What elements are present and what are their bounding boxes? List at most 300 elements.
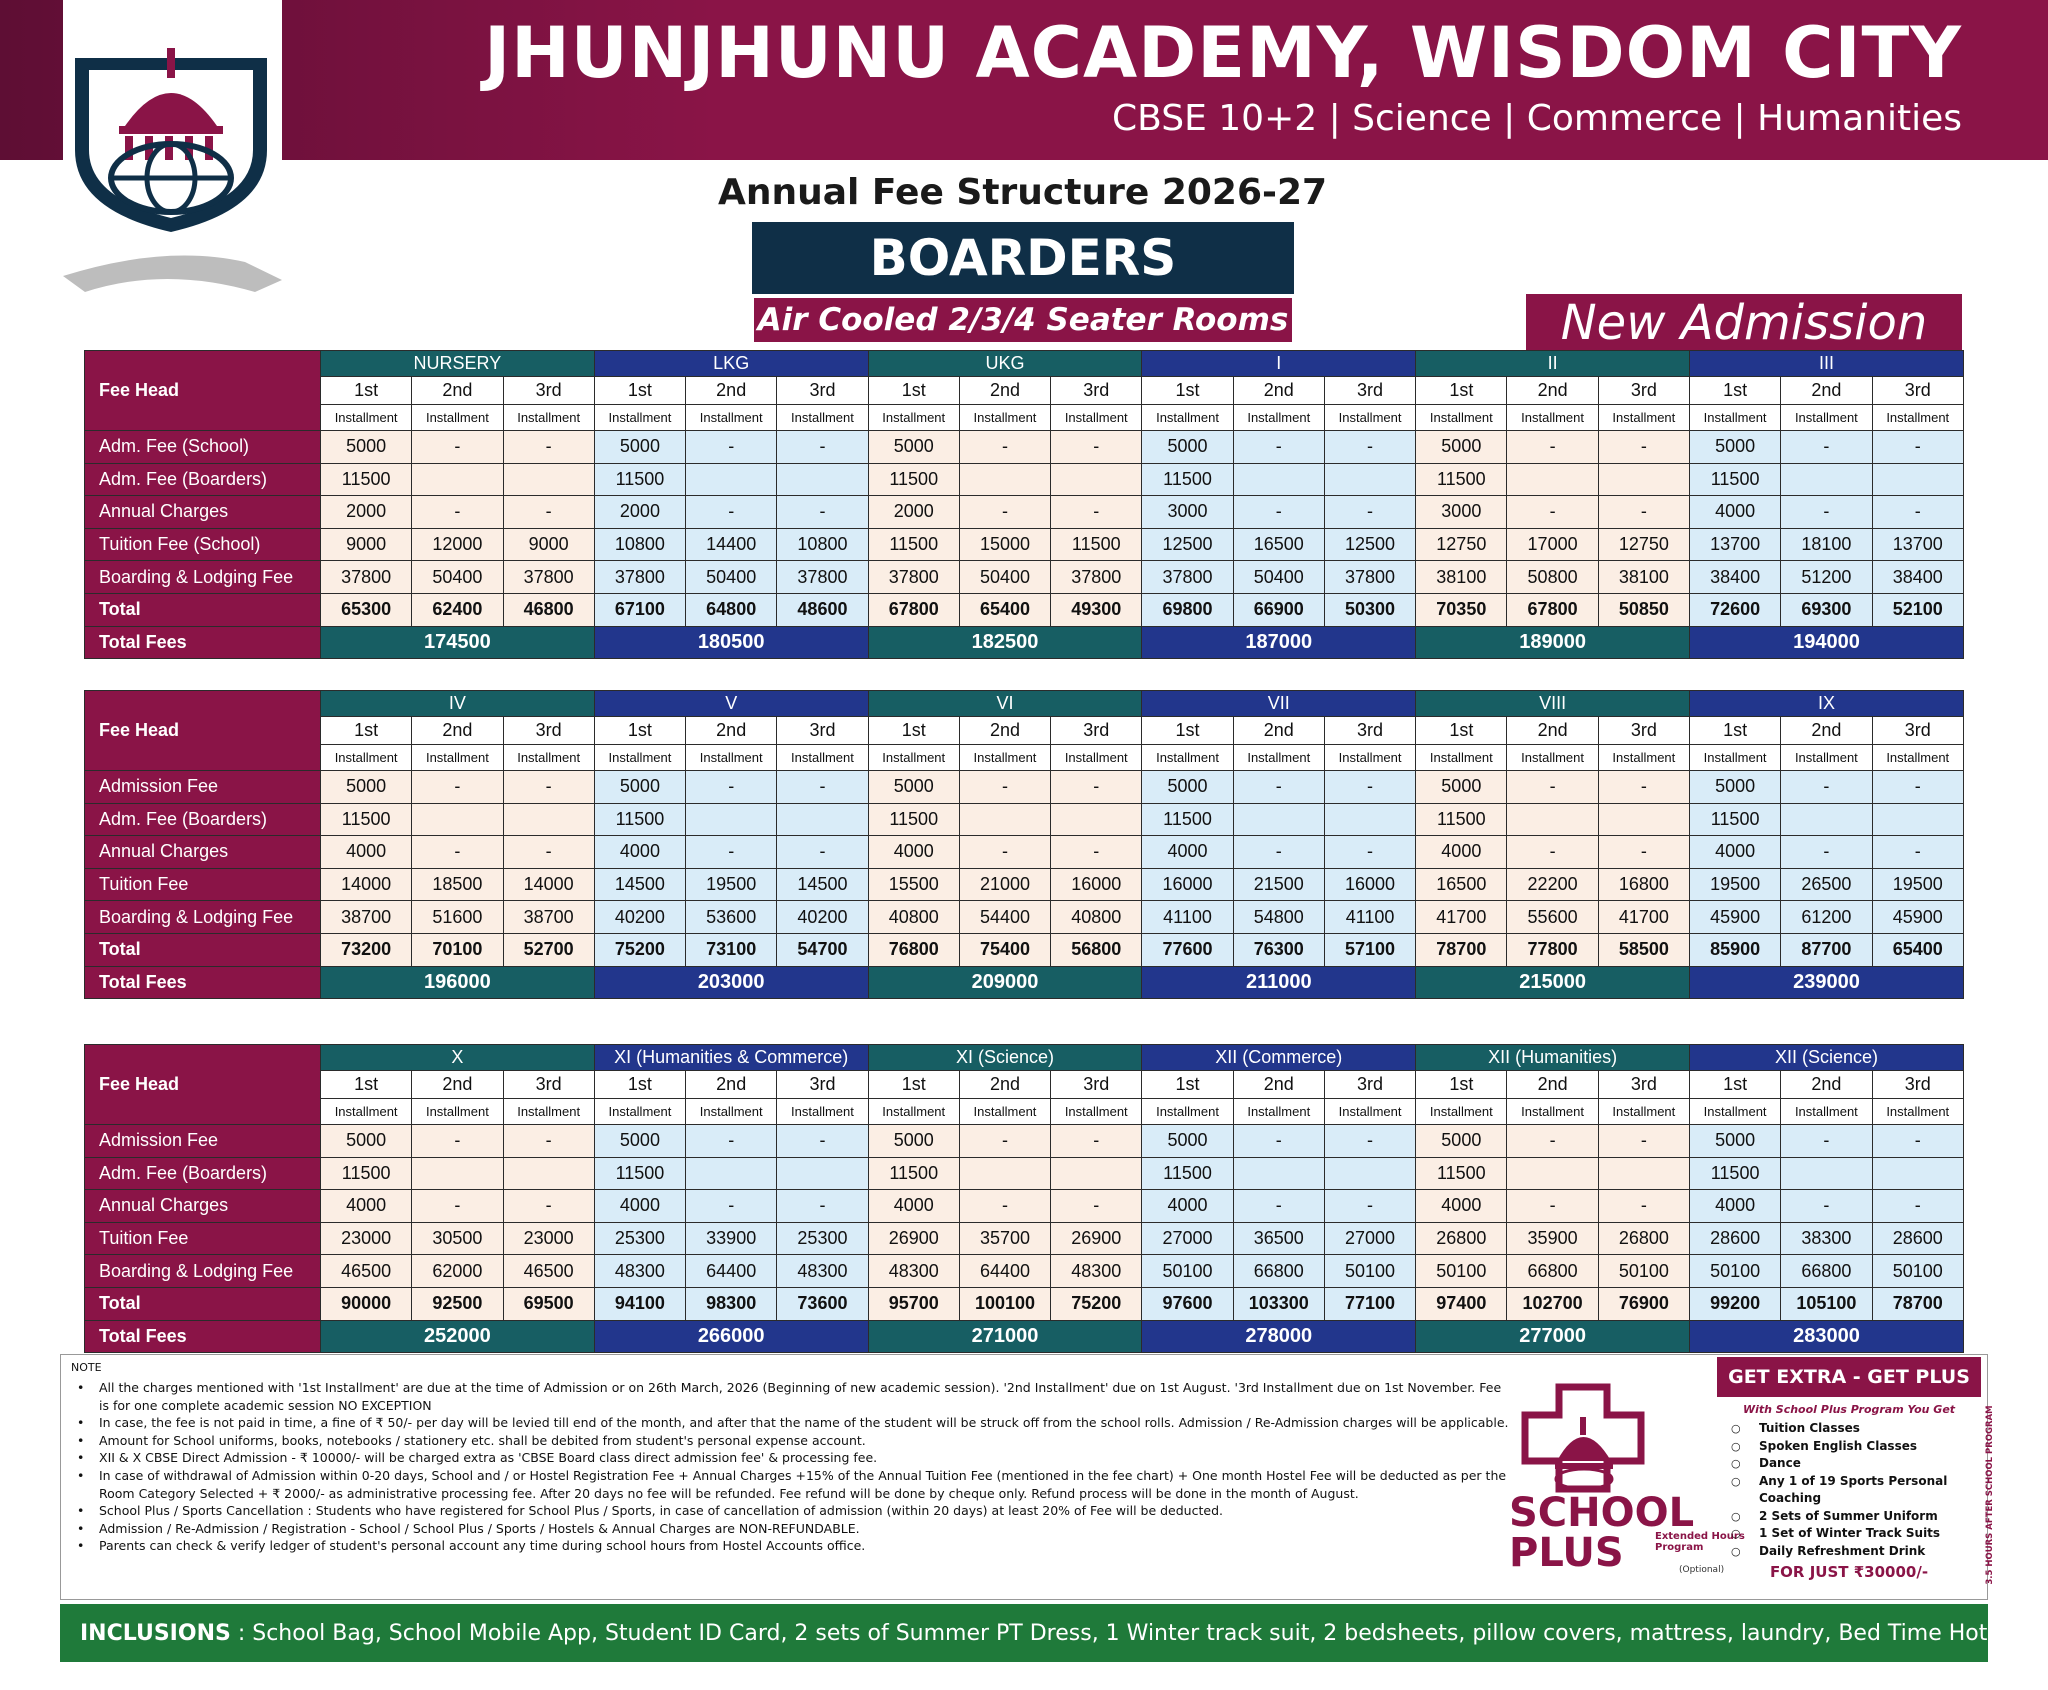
fee-cell: 11500 [868, 528, 959, 561]
fee-cell: - [959, 1190, 1050, 1223]
fee-cell: - [1781, 771, 1872, 804]
fee-cell: - [1872, 431, 1963, 464]
fee-cell: - [1051, 496, 1142, 529]
class-header: III [1689, 351, 1963, 377]
fee-cell: 70350 [1416, 593, 1507, 626]
fee-cell: 37800 [1142, 561, 1233, 594]
fee-cell: 87700 [1781, 933, 1872, 966]
fee-cell: 15000 [959, 528, 1050, 561]
fee-cell: 23000 [503, 1222, 594, 1255]
installment-label: Installment [1051, 405, 1142, 431]
fee-cell: 5000 [594, 1125, 685, 1158]
fee-cell [1233, 1157, 1324, 1190]
total-fees-label: Total Fees [85, 966, 321, 998]
fee-cell [1051, 463, 1142, 496]
fee-cell [1781, 1157, 1872, 1190]
fee-cell: 10800 [594, 528, 685, 561]
installment-label: Installment [777, 745, 868, 771]
fee-cell: 11500 [1689, 463, 1780, 496]
fee-cell: 16000 [1051, 868, 1142, 901]
fee-cell: - [1051, 431, 1142, 464]
fee-cell: 75200 [594, 933, 685, 966]
fee-cell: - [1233, 771, 1324, 804]
fee-cell: - [777, 836, 868, 869]
note-item: • Parents can check & verify ledger of student's personal account any time during school hours from Hostel Accounts office. [71, 1537, 1511, 1555]
fee-cell: 36500 [1233, 1222, 1324, 1255]
fee-cell: 5000 [594, 771, 685, 804]
installment-label: Installment [1507, 745, 1598, 771]
fee-cell: - [1507, 771, 1598, 804]
fee-cell: 22200 [1507, 868, 1598, 901]
note-item: • Admission / Re-Admission / Registration - School / School Plus / Sports / Hostels & Annual Charges are NON-REFUNDABLE. [71, 1520, 1511, 1538]
fee-cell: - [1598, 1190, 1689, 1223]
fee-cell: 46500 [503, 1255, 594, 1288]
fee-cell: 64400 [959, 1255, 1050, 1288]
fee-cell: 65300 [321, 593, 412, 626]
installment-label: Installment [1507, 1099, 1598, 1125]
installment-label: Installment [959, 745, 1050, 771]
installment-number: 2nd [1233, 1071, 1324, 1099]
fee-head-label: Fee Head [85, 1045, 321, 1125]
school-plus-side-label: 3.5 HOURS AFTER SCHOOL PROGRAM [1985, 1405, 1995, 1585]
fee-cell: 5000 [1142, 1125, 1233, 1158]
fee-cell: - [1872, 771, 1963, 804]
total-fees-value: 211000 [1142, 966, 1416, 998]
total-fees-value: 252000 [321, 1320, 595, 1352]
fee-cell: - [1507, 1190, 1598, 1223]
school-plus-subheader: With School Plus Program You Get [1742, 1403, 1956, 1416]
installment-label: Installment [412, 405, 503, 431]
notes-title: NOTE [71, 1361, 102, 1374]
fee-cell: 77600 [1142, 933, 1233, 966]
fee-cell: - [1051, 1190, 1142, 1223]
fee-cell: 4000 [1142, 1190, 1233, 1223]
installment-number: 2nd [1781, 377, 1872, 405]
fee-head-label: Fee Head [85, 691, 321, 771]
installment-number: 1st [321, 377, 412, 405]
fee-cell: 11500 [868, 463, 959, 496]
fee-cell: 3000 [1142, 496, 1233, 529]
fee-cell: - [412, 431, 503, 464]
notes-box [60, 1354, 1995, 1600]
fee-cell: 28600 [1872, 1222, 1963, 1255]
fee-cell: 78700 [1416, 933, 1507, 966]
fee-cell: 23000 [321, 1222, 412, 1255]
fee-table-x-to-xii [84, 1044, 1964, 1353]
class-header: VI [868, 691, 1142, 717]
fee-cell [1598, 803, 1689, 836]
fee-cell [959, 463, 1050, 496]
fee-cell: 27000 [1142, 1222, 1233, 1255]
fee-cell: 4000 [1689, 496, 1780, 529]
installment-number: 1st [868, 717, 959, 745]
fee-cell [1507, 803, 1598, 836]
fee-cell: 41100 [1324, 901, 1415, 934]
notes-list [71, 1379, 1511, 1555]
fee-cell: 4000 [321, 836, 412, 869]
fee-cell: 16800 [1598, 868, 1689, 901]
page-title: Annual Fee Structure 2026-27 [718, 172, 1328, 213]
fee-cell: 38700 [321, 901, 412, 934]
fee-cell: - [503, 1125, 594, 1158]
fee-cell: 4000 [1142, 836, 1233, 869]
fee-cell: 48600 [777, 593, 868, 626]
fee-cell: - [503, 836, 594, 869]
fee-cell: 105100 [1781, 1287, 1872, 1320]
fee-cell: 12750 [1416, 528, 1507, 561]
fee-cell: 25300 [594, 1222, 685, 1255]
installment-number: 1st [1416, 1071, 1507, 1099]
total-fees-value: 182500 [868, 626, 1142, 658]
fee-cell: 5000 [868, 431, 959, 464]
fee-row-label: Annual Charges [85, 836, 321, 869]
fee-cell: 92500 [412, 1287, 503, 1320]
school-plus-side-text [1983, 1395, 1997, 1595]
class-header: XII (Humanities) [1416, 1045, 1690, 1071]
fee-cell: 69500 [503, 1287, 594, 1320]
installment-label: Installment [959, 405, 1050, 431]
installment-number: 1st [1142, 1071, 1233, 1099]
fee-cell: 50400 [412, 561, 503, 594]
fee-row-label: Adm. Fee (Boarders) [85, 1157, 321, 1190]
installment-number: 2nd [1781, 717, 1872, 745]
fee-cell: - [1507, 836, 1598, 869]
fee-cell: 4000 [321, 1190, 412, 1223]
fee-cell [1233, 463, 1324, 496]
fee-cell: 38400 [1689, 561, 1780, 594]
fee-cell [1781, 463, 1872, 496]
installment-label: Installment [1324, 1099, 1415, 1125]
fee-cell: 66800 [1781, 1255, 1872, 1288]
installment-label: Installment [1142, 745, 1233, 771]
school-plus-header: GET EXTRA - GET PLUS [1717, 1357, 1981, 1397]
fee-cell: 4000 [1689, 836, 1780, 869]
installment-label: Installment [1598, 1099, 1689, 1125]
fee-cell: 99200 [1689, 1287, 1780, 1320]
fee-cell: 40200 [594, 901, 685, 934]
fee-cell: 97400 [1416, 1287, 1507, 1320]
installment-number: 2nd [1507, 717, 1598, 745]
fee-cell: 41100 [1142, 901, 1233, 934]
fee-cell: - [1324, 771, 1415, 804]
fee-cell: 53600 [686, 901, 777, 934]
installment-label: Installment [503, 745, 594, 771]
fee-cell [1598, 1157, 1689, 1190]
installment-label: Installment [1872, 745, 1963, 771]
fee-cell: 21500 [1233, 868, 1324, 901]
fee-cell: - [1233, 496, 1324, 529]
school-plus-logo [1509, 1383, 1749, 1583]
installment-label: Installment [1051, 745, 1142, 771]
fee-cell: 75400 [959, 933, 1050, 966]
installment-label: Installment [1233, 405, 1324, 431]
installment-number: 2nd [686, 377, 777, 405]
fee-head-label: Fee Head [85, 351, 321, 431]
fee-row-label: Tuition Fee [85, 1222, 321, 1255]
fee-cell: 5000 [1416, 1125, 1507, 1158]
fee-cell: 25300 [777, 1222, 868, 1255]
fee-cell [1051, 803, 1142, 836]
fee-cell [412, 1157, 503, 1190]
fee-cell: - [1872, 496, 1963, 529]
fee-row-label: Boarding & Lodging Fee [85, 901, 321, 934]
fee-cell: 77100 [1324, 1287, 1415, 1320]
fee-cell: 50100 [1689, 1255, 1780, 1288]
fee-cell: 5000 [1142, 431, 1233, 464]
fee-cell: - [777, 1190, 868, 1223]
fee-cell: - [777, 771, 868, 804]
school-plus-optional: (Optional) [1679, 1565, 1725, 1575]
installment-label: Installment [777, 1099, 868, 1125]
fee-cell: - [1324, 431, 1415, 464]
fee-cell: 50100 [1416, 1255, 1507, 1288]
fee-cell: 65400 [1872, 933, 1963, 966]
total-fees-label: Total Fees [85, 626, 321, 658]
installment-label: Installment [1598, 745, 1689, 771]
installment-number: 2nd [959, 1071, 1050, 1099]
fee-cell: 94100 [594, 1287, 685, 1320]
fee-cell: 37800 [321, 561, 412, 594]
fee-cell: 67800 [868, 593, 959, 626]
fee-cell [503, 803, 594, 836]
fee-cell [1872, 1157, 1963, 1190]
fee-cell: 19500 [686, 868, 777, 901]
fee-cell: - [1324, 496, 1415, 529]
class-header: XII (Science) [1689, 1045, 1963, 1071]
fee-cell: 16500 [1416, 868, 1507, 901]
installment-number: 3rd [1598, 377, 1689, 405]
fee-cell: 10800 [777, 528, 868, 561]
fee-cell: - [412, 496, 503, 529]
fee-cell: 11500 [1142, 803, 1233, 836]
fee-cell: 4000 [1416, 836, 1507, 869]
fee-cell: 35700 [959, 1222, 1050, 1255]
fee-cell: 69800 [1142, 593, 1233, 626]
installment-label: Installment [686, 745, 777, 771]
fee-cell: 5000 [868, 1125, 959, 1158]
new-admission-banner: New Admission [1526, 294, 1962, 352]
installment-label: Installment [1416, 1099, 1507, 1125]
fee-cell: 49300 [1051, 593, 1142, 626]
total-fees-value: 266000 [594, 1320, 868, 1352]
inclusions-text: : School Bag, School Mobile App, Student ID Card, 2 sets of Summer PT Dress, 1 Winter track suit, 2 bedsheets, pillow covers, mattress, laundry, Bed Time Hot Milk. [237, 1620, 2046, 1646]
fee-row-label: Adm. Fee (School) [85, 431, 321, 464]
fee-cell: 11500 [1689, 1157, 1780, 1190]
fee-cell: 40800 [1051, 901, 1142, 934]
installment-label: Installment [1689, 745, 1780, 771]
fee-cell: 18500 [412, 868, 503, 901]
school-name: JHUNJHUNU ACADEMY, WISDOM CITY [484, 12, 1962, 94]
installment-number: 1st [1416, 717, 1507, 745]
fee-cell: 100100 [959, 1287, 1050, 1320]
total-fees-value: 187000 [1142, 626, 1416, 658]
total-fees-value: 196000 [321, 966, 595, 998]
class-header: IV [321, 691, 595, 717]
fee-row-label: Admission Fee [85, 771, 321, 804]
fee-cell: 66800 [1507, 1255, 1598, 1288]
inclusions-bar [60, 1604, 2046, 1662]
installment-label: Installment [1507, 405, 1598, 431]
fee-cell: - [959, 771, 1050, 804]
fee-cell: 19500 [1689, 868, 1780, 901]
fee-cell: 67100 [594, 593, 685, 626]
fee-cell: 11500 [868, 803, 959, 836]
fee-cell: - [503, 1190, 594, 1223]
fee-cell [1233, 803, 1324, 836]
fee-cell: 48300 [1051, 1255, 1142, 1288]
fee-cell: 103300 [1233, 1287, 1324, 1320]
fee-cell: 11500 [1416, 463, 1507, 496]
installment-label: Installment [1781, 405, 1872, 431]
fee-cell: - [1507, 431, 1598, 464]
fee-cell: - [412, 771, 503, 804]
fee-cell [1324, 463, 1415, 496]
fee-cell: 57100 [1324, 933, 1415, 966]
installment-number: 1st [594, 377, 685, 405]
total-fees-value: 194000 [1689, 626, 1963, 658]
total-fees-value: 278000 [1142, 1320, 1416, 1352]
installment-number: 3rd [1051, 1071, 1142, 1099]
fee-cell: 5000 [1689, 1125, 1780, 1158]
school-plus-item: ○ 1 Set of Winter Track Suits [1717, 1525, 1981, 1543]
note-item: • All the charges mentioned with '1st Installment' are due at the time of Admission or on 26th March, 2026 (Beginning of new academic session). '2nd Installment' due on 1st August. '3rd Installment due on 1st November. Fee is for one complete academic session NO EXCEPTION [71, 1379, 1511, 1414]
installment-label: Installment [1233, 1099, 1324, 1125]
fee-cell: 58500 [1598, 933, 1689, 966]
fee-cell: 5000 [321, 1125, 412, 1158]
fee-cell: 54700 [777, 933, 868, 966]
school-plus-panel [1717, 1357, 1981, 1597]
class-header: VIII [1416, 691, 1690, 717]
fee-cell [959, 1157, 1050, 1190]
fee-cell: 85900 [1689, 933, 1780, 966]
school-plus-item: ○ 2 Sets of Summer Uniform [1717, 1508, 1981, 1526]
fee-cell: 12750 [1598, 528, 1689, 561]
fee-cell: 16500 [1233, 528, 1324, 561]
installment-number: 3rd [1324, 717, 1415, 745]
fee-cell: 12500 [1142, 528, 1233, 561]
fee-cell: 50100 [1872, 1255, 1963, 1288]
fee-cell: - [503, 771, 594, 804]
fee-cell: - [412, 836, 503, 869]
total-fees-value: 189000 [1416, 626, 1690, 658]
fee-cell [412, 803, 503, 836]
fee-cell: - [1324, 1190, 1415, 1223]
installment-number: 2nd [686, 1071, 777, 1099]
class-header: VII [1142, 691, 1416, 717]
fee-cell: - [959, 431, 1050, 464]
school-plus-item: ○ Dance [1717, 1455, 1981, 1473]
installment-label: Installment [1233, 745, 1324, 771]
fee-cell: 5000 [321, 431, 412, 464]
fee-cell: 50400 [686, 561, 777, 594]
installment-label: Installment [1781, 1099, 1872, 1125]
fee-cell: 95700 [868, 1287, 959, 1320]
fee-row-label: Total [85, 933, 321, 966]
fee-cell: 50100 [1598, 1255, 1689, 1288]
fee-cell: 11500 [1142, 463, 1233, 496]
school-plus-list [1717, 1420, 1981, 1560]
installment-label: Installment [1051, 1099, 1142, 1125]
fee-cell: - [959, 1125, 1050, 1158]
installment-label: Installment [1872, 405, 1963, 431]
fee-cell: - [1598, 836, 1689, 869]
fee-cell [1507, 1157, 1598, 1190]
fee-cell: 5000 [1416, 771, 1507, 804]
fee-cell: 54800 [1233, 901, 1324, 934]
installment-number: 3rd [1872, 377, 1963, 405]
fee-cell: - [686, 771, 777, 804]
installment-number: 2nd [1781, 1071, 1872, 1099]
fee-cell: 52100 [1872, 593, 1963, 626]
fee-cell: 35900 [1507, 1222, 1598, 1255]
fee-cell: 14500 [594, 868, 685, 901]
installment-label: Installment [959, 1099, 1050, 1125]
fee-cell: - [412, 1125, 503, 1158]
total-fees-value: 209000 [868, 966, 1142, 998]
fee-cell: 50300 [1324, 593, 1415, 626]
fee-cell: 11500 [594, 803, 685, 836]
fee-cell: 40200 [777, 901, 868, 934]
fee-cell: 77800 [1507, 933, 1598, 966]
fee-cell: 50850 [1598, 593, 1689, 626]
installment-number: 3rd [777, 377, 868, 405]
fee-cell: 50800 [1507, 561, 1598, 594]
fee-cell: 38100 [1416, 561, 1507, 594]
fee-cell: 4000 [594, 836, 685, 869]
fee-cell: 18100 [1781, 528, 1872, 561]
fee-cell: 76300 [1233, 933, 1324, 966]
total-fees-value: 239000 [1689, 966, 1963, 998]
fee-cell: 40800 [868, 901, 959, 934]
installment-label: Installment [1324, 405, 1415, 431]
fee-cell: 2000 [321, 496, 412, 529]
installment-number: 1st [321, 717, 412, 745]
fee-row-label: Tuition Fee [85, 868, 321, 901]
fee-cell: 66800 [1233, 1255, 1324, 1288]
fee-cell: 11500 [1051, 528, 1142, 561]
fee-cell: - [1598, 771, 1689, 804]
installment-number: 3rd [1324, 1071, 1415, 1099]
fee-cell: 11500 [321, 1157, 412, 1190]
fee-cell: 19500 [1872, 868, 1963, 901]
fee-cell: 55600 [1507, 901, 1598, 934]
fee-cell: - [1324, 1125, 1415, 1158]
fee-cell: 5000 [1142, 771, 1233, 804]
fee-cell [777, 1157, 868, 1190]
fee-cell: - [1781, 836, 1872, 869]
fee-cell: - [1872, 1125, 1963, 1158]
installment-number: 1st [594, 1071, 685, 1099]
note-item: • XII & X CBSE Direct Admission - ₹ 10000/- will be charged extra as 'CBSE Board class direct admission fee' & processing fee. [71, 1449, 1511, 1467]
fee-cell: 73200 [321, 933, 412, 966]
fee-cell: 38400 [1872, 561, 1963, 594]
fee-cell: 54400 [959, 901, 1050, 934]
fee-cell: - [1051, 1125, 1142, 1158]
class-header: II [1416, 351, 1690, 377]
fee-cell [1872, 463, 1963, 496]
fee-cell: 27000 [1324, 1222, 1415, 1255]
rooms-banner: Air Cooled 2/3/4 Seater Rooms [752, 296, 1294, 344]
fee-cell: 11500 [594, 1157, 685, 1190]
fee-cell [1507, 463, 1598, 496]
fee-cell: 5000 [1416, 431, 1507, 464]
class-header: UKG [868, 351, 1142, 377]
fee-cell: 64800 [686, 593, 777, 626]
school-plus-item: ○ Spoken English Classes [1717, 1438, 1981, 1456]
installment-number: 2nd [1233, 717, 1324, 745]
installment-number: 2nd [1507, 1071, 1598, 1099]
installment-label: Installment [1142, 405, 1233, 431]
